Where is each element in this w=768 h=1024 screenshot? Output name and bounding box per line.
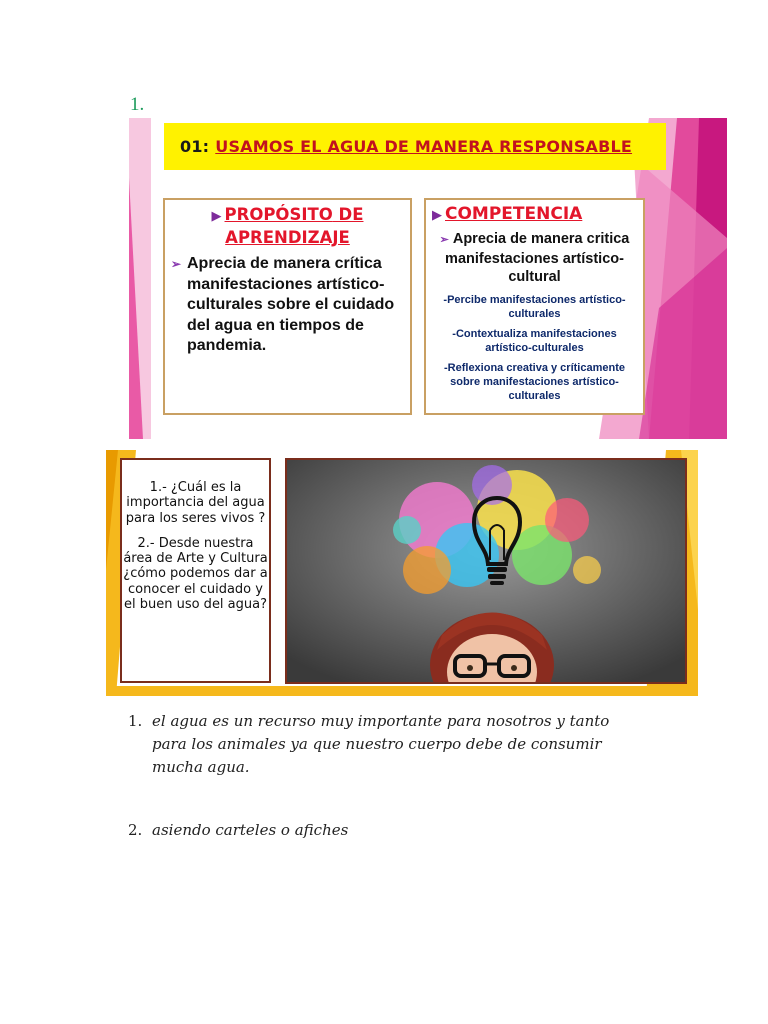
competence-item: -Contextualiza manifestaciones artístico-culturales — [452, 327, 617, 354]
question-2: 2.- Desde nuestra área de Arte y Cultura ¿cómo podemos dar a conocer el cuidado y el buen uso del agua? — [123, 535, 268, 613]
lightbulb-idea-illustration — [287, 460, 685, 682]
slide-questions — [106, 450, 698, 696]
answer-item — [128, 819, 648, 842]
answer-number: 2. — [128, 821, 143, 839]
list-number: 1. — [130, 94, 145, 115]
answers-list — [128, 710, 648, 842]
answer-number: 1. — [128, 712, 143, 730]
purpose-heading: ▶ PROPÓSITO DE APRENDIZAJE — [211, 205, 364, 247]
competence-item: -Percibe manifestaciones artístico-culturales — [443, 293, 626, 320]
triangle-icon: ▶ — [211, 209, 222, 224]
arrow-bullet-icon: ➢ — [171, 257, 182, 271]
slide-learning-purpose — [129, 118, 727, 439]
answer-text: asiendo carteles o afiches — [152, 821, 349, 839]
triangle-icon: ▶ — [432, 208, 442, 223]
lightbulb-girl-image — [285, 458, 687, 684]
competence-main: ➢ Aprecia de manera critica manifestaciones artístico-cultural — [439, 231, 630, 285]
question-1: 1.- ¿Cuál es la importancia del agua para los seres vivos ? — [125, 480, 266, 526]
competence-heading: ▶ COMPETENCIA — [432, 204, 583, 224]
arrow-bullet-icon: ➢ — [439, 234, 449, 246]
slide-title: USAMOS EL AGUA DE MANERA RESPONSABLE — [215, 137, 633, 156]
questions-box — [120, 458, 271, 683]
competence-item: -Reflexiona creativa y críticamente sobre manifestaciones artístico-culturales — [444, 361, 625, 402]
slide-title-bar — [164, 123, 666, 170]
purpose-box — [163, 198, 412, 415]
competence-box — [424, 198, 645, 415]
answer-item — [128, 710, 648, 779]
answer-text: el agua es un recurso muy importante para nosotros y tanto para los animales ya que nuestro cuerpo debe de consumir mucha agua. — [152, 712, 610, 776]
title-number: 01: — [180, 137, 210, 156]
purpose-text: ➢ Aprecia de manera crítica manifestaciones artístico-culturales sobre el cuidado del agua en tiempos de pandemia. — [171, 255, 395, 354]
